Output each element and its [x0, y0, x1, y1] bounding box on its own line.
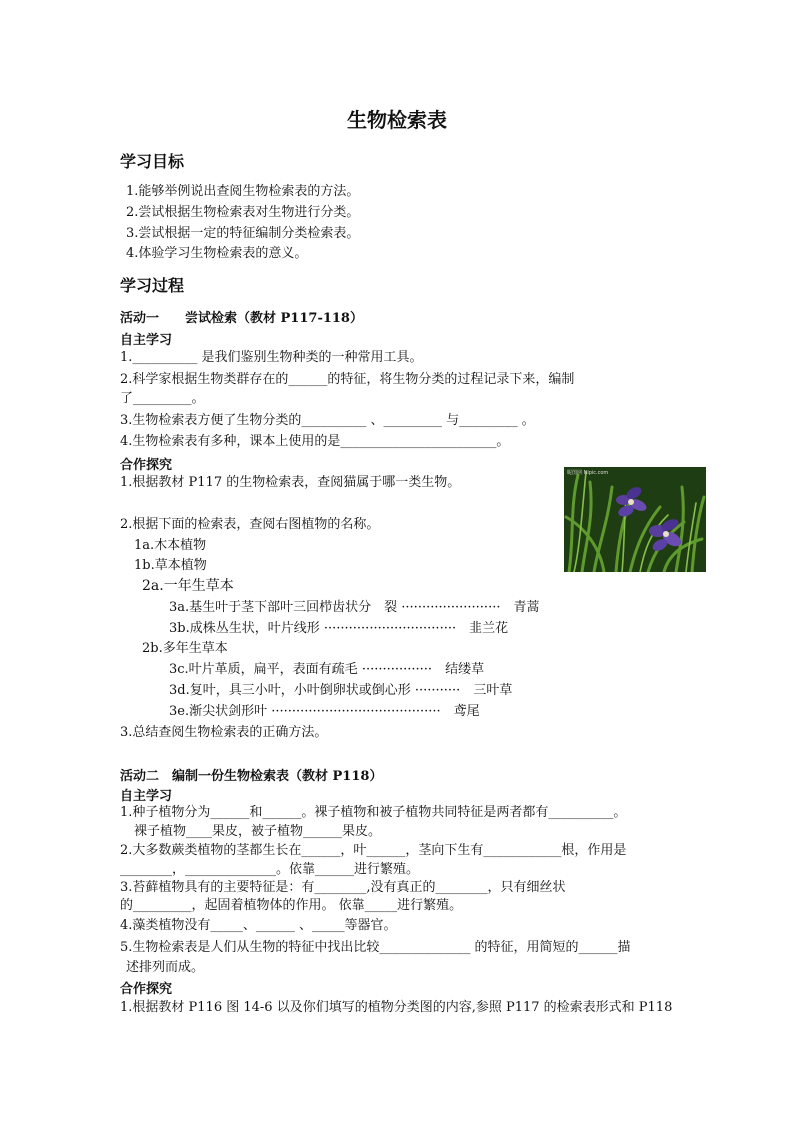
summary-line: 3.总结查阅生物检索表的正确方法。	[120, 725, 328, 740]
activity2-self-study-heading: 自主学习	[120, 789, 173, 804]
fill-line: 5.生物检索表是人们从生物的特征中找出比较______________ 的特征，用简短的______描	[120, 940, 631, 955]
fill-line: 3.苔藓植物具有的主要特征是：有________,没有真正的________，只有细丝状	[120, 880, 566, 895]
activity1-self-study-heading: 自主学习	[120, 333, 173, 348]
fill-line: 1.种子植物分为______和______。裸子植物和被子植物共同特征是两者都有__________。	[120, 805, 627, 820]
key-item: 3c.叶片革质，扁平，表面有疏毛 ················· 结缕草	[169, 662, 485, 677]
activity1-heading: 活动一 尝试检索（教材 P117-118）	[120, 311, 363, 326]
activity2-coop-heading: 合作探究	[120, 982, 173, 997]
goal-item: 3.尝试根据一定的特征编制分类检索表。	[126, 226, 360, 241]
fill-line: 了_________。	[120, 391, 205, 406]
fill-line: 的_________，起固着植物体的作用。 依靠_____进行繁殖。	[120, 898, 463, 913]
fill-line: 2.大多数蕨类植物的茎都生长在______，叶______，茎向下生有____________根，作用是	[120, 843, 627, 858]
activity2-heading: 活动二 编制一份生物检索表（教材 P118）	[120, 769, 383, 784]
key-item: 2b.多年生草本	[142, 641, 228, 656]
goals-heading: 学习目标	[120, 152, 185, 171]
key-item: 3d.复叶，具三小叶，小叶倒卵状或倒心形 ··········· 三叶草	[169, 683, 513, 698]
iris-illustration	[564, 467, 706, 572]
fill-line: 4.生物检索表有多种，课本上使用的是________________________。	[120, 434, 510, 449]
fill-line: 述排列而成。	[126, 960, 205, 975]
photo-watermark: 昵图网 Nipic.com	[567, 470, 609, 476]
key-item: 3e.渐尖状剑形叶 ········································· 鸢尾	[169, 704, 480, 719]
goal-item: 2.尝试根据生物检索表对生物进行分类。	[126, 205, 360, 220]
activity1-coop-heading: 合作探究	[120, 458, 173, 473]
fill-line: 1.__________ 是我们鉴别生物种类的一种常用工具。	[120, 350, 423, 365]
coop-line: 2.根据下面的检索表，查阅右图植物的名称。	[120, 517, 380, 532]
goal-item: 4.体验学习生物检索表的意义。	[126, 246, 308, 261]
key-item: 2a.一年生草本	[142, 578, 234, 594]
fill-line: 3.生物检索表方便了生物分类的__________ 、_________ 与_________ 。	[120, 413, 535, 428]
coop-line: 1.根据教材 P116 图 14-6 以及你们填写的植物分类图的内容,参照 P117 的检索表形式和 P118	[120, 1000, 673, 1015]
key-item: 1b.草本植物	[134, 558, 207, 573]
fill-line: ________，______________。依靠______进行繁殖。	[120, 862, 420, 877]
fill-line: 裸子植物____果皮，被子植物______果皮。	[134, 824, 382, 839]
goal-item: 1.能够举例说出查阅生物检索表的方法。	[126, 184, 360, 199]
coop-line: 1.根据教材 P117 的生物检索表，查阅猫属于哪一类生物。	[120, 475, 461, 490]
key-item: 1a.木本植物	[134, 538, 207, 553]
page-title: 生物检索表	[347, 108, 447, 132]
key-item: 3b.成株丛生状，叶片线形 ································ 韭兰花	[169, 621, 509, 636]
key-item: 3a.基生叶于茎下部叶三回栉齿状分 裂 ························ 青蒿	[169, 600, 540, 615]
process-heading: 学习过程	[120, 276, 185, 295]
fill-line: 2.科学家根据生物类群存在的______的特征，将生物分类的过程记录下来，编制	[120, 372, 575, 387]
fill-line: 4.藻类植物没有_____、______ 、_____等器官。	[120, 918, 397, 933]
iris-photo	[564, 467, 706, 572]
